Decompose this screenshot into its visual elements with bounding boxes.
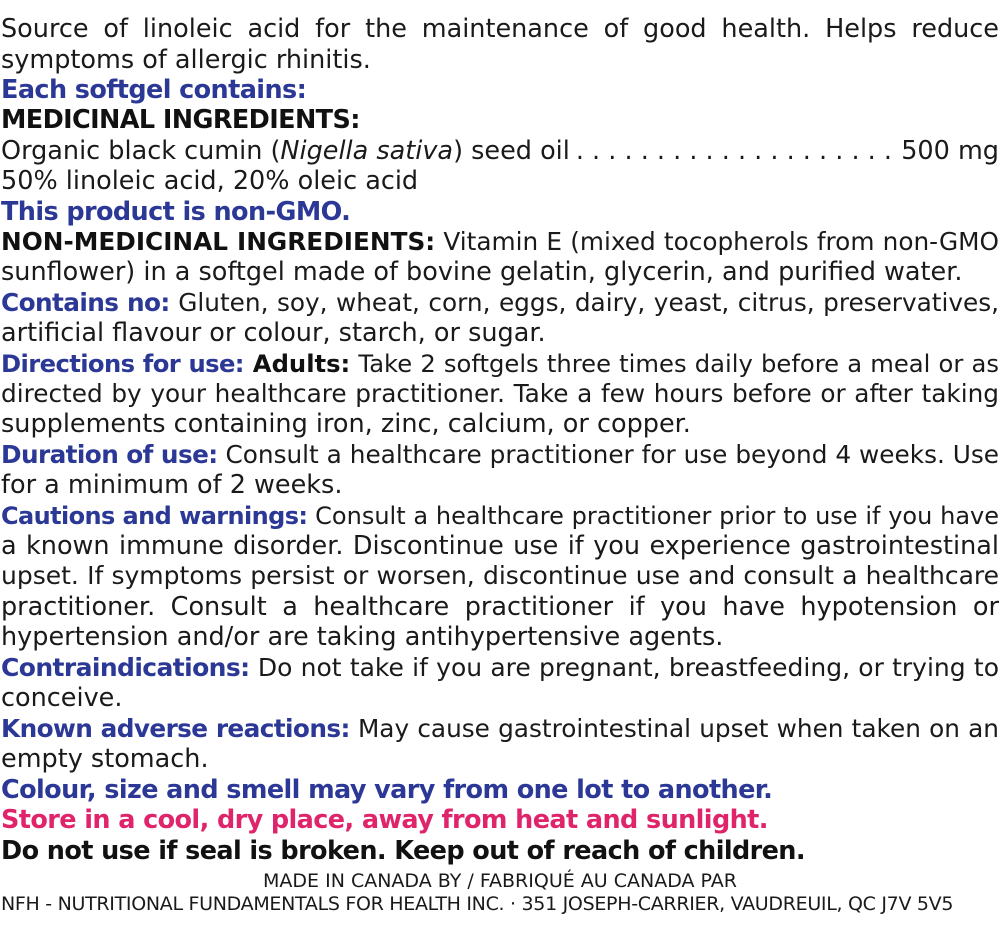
seal-note: Do not use if seal is broken. Keep out of reach of children. bbox=[1, 836, 805, 866]
contains-no-heading: Contains no: bbox=[1, 288, 170, 317]
leader-dots bbox=[576, 136, 895, 166]
non-medicinal-text-1: Vitamin E (mixed tocopherols from non-GMO bbox=[435, 227, 999, 256]
cautions-line-3: upset. If symptoms persist or worsen, discontinue use and consult a healthcare bbox=[1, 561, 999, 590]
directions-line-2: directed by your healthcare practitioner. Take a few hours before or after taking bbox=[1, 379, 999, 408]
footer-made-in: MADE IN CANADA BY / FABRIQUÉ AU CANADA PAR bbox=[263, 870, 737, 892]
duration-text-1: Consult a healthcare practitioner for use beyond 4 weeks. Use bbox=[217, 440, 999, 469]
cautions-text-1: Consult a healthcare practitioner prior to use if you have bbox=[307, 502, 999, 530]
directions-adults-label: Adults: bbox=[243, 349, 351, 378]
softgel-heading: Each softgel contains: bbox=[1, 75, 307, 105]
storage-note: Store in a cool, dry place, away from heat and sunlight. bbox=[1, 805, 768, 835]
contraindications-heading: Contraindications: bbox=[1, 653, 250, 682]
intro-line-1 bbox=[1, 14, 999, 44]
intro-text-1: Source of linoleic acid for the maintenance of good health. Helps reduce bbox=[1, 14, 999, 44]
directions-line-1 bbox=[1, 349, 999, 379]
ingredient-prefix: Organic black cumin ( bbox=[1, 136, 281, 166]
footer-company: NFH - NUTRITIONAL FUNDAMENTALS FOR HEALTH INC. · 351 JOSEPH-CARRIER, VAUDREUIL, QC J7V 5V5 bbox=[1, 893, 954, 915]
medicinal-heading: MEDICINAL INGREDIENTS: bbox=[1, 105, 360, 135]
contains-no-line-2: artificial flavour or colour, starch, or sugar. bbox=[1, 318, 546, 348]
contraindications-line-2: conceive. bbox=[1, 683, 123, 713]
adverse-text-1: May cause gastrointestinal upset when taken on an bbox=[349, 714, 999, 743]
cautions-line-5: hypertension and/or are taking antihypertensive agents. bbox=[1, 622, 724, 652]
cautions-line-1 bbox=[1, 501, 999, 531]
ingredient-suffix: ) seed oil bbox=[453, 136, 570, 166]
ingredient-amount: 500 mg bbox=[901, 136, 999, 166]
intro-line-2 bbox=[1, 45, 999, 75]
adverse-heading: Known adverse reactions: bbox=[1, 714, 350, 743]
adverse-line-2: empty stomach. bbox=[1, 744, 209, 774]
non-medicinal-line-2: sunflower) in a softgel made of bovine gelatin, glycerin, and purified water. bbox=[1, 257, 963, 287]
cautions-heading: Cautions and warnings: bbox=[1, 502, 308, 530]
intro-text-2: symptoms of allergic rhinitis. bbox=[1, 45, 371, 75]
contains-no-text-1: Gluten, soy, wheat, corn, eggs, dairy, yeast, citrus, preservatives, bbox=[169, 288, 1000, 317]
directions-heading: Directions for use: bbox=[1, 349, 244, 378]
duration-heading: Duration of use: bbox=[1, 440, 218, 469]
non-medicinal-heading: NON-MEDICINAL INGREDIENTS: bbox=[1, 227, 436, 256]
non-gmo-statement: This product is non-GMO. bbox=[1, 197, 351, 227]
contraindications-line-1 bbox=[1, 653, 999, 683]
colour-note: Colour, size and smell may vary from one lot to another. bbox=[1, 775, 773, 805]
duration-line-2: for a minimum of 2 weeks. bbox=[1, 470, 343, 500]
contraindications-text-1: Do not take if you are pregnant, breastfeeding, or trying to bbox=[249, 653, 999, 682]
non-medicinal-line-1 bbox=[1, 227, 999, 257]
cautions-line-2: a known immune disorder. Discontinue use if you experience gastrointestinal bbox=[1, 531, 999, 561]
adverse-line-1 bbox=[1, 714, 999, 744]
cautions-line-4: practitioner. Consult a healthcare practitioner if you have hypotension or bbox=[1, 592, 999, 622]
directions-line-3: supplements containing iron, zinc, calcium, or copper. bbox=[1, 409, 691, 439]
duration-line-1 bbox=[1, 440, 999, 470]
medicinal-ingredient-row bbox=[1, 136, 999, 166]
directions-text-1: Take 2 softgels three times daily before a meal or as bbox=[350, 349, 1000, 378]
composition-line: 50% linoleic acid, 20% oleic acid bbox=[1, 166, 419, 196]
contains-no-line-1 bbox=[1, 288, 999, 318]
ingredient-name bbox=[1, 136, 570, 166]
ingredient-latin-name: Nigella sativa bbox=[280, 136, 454, 166]
